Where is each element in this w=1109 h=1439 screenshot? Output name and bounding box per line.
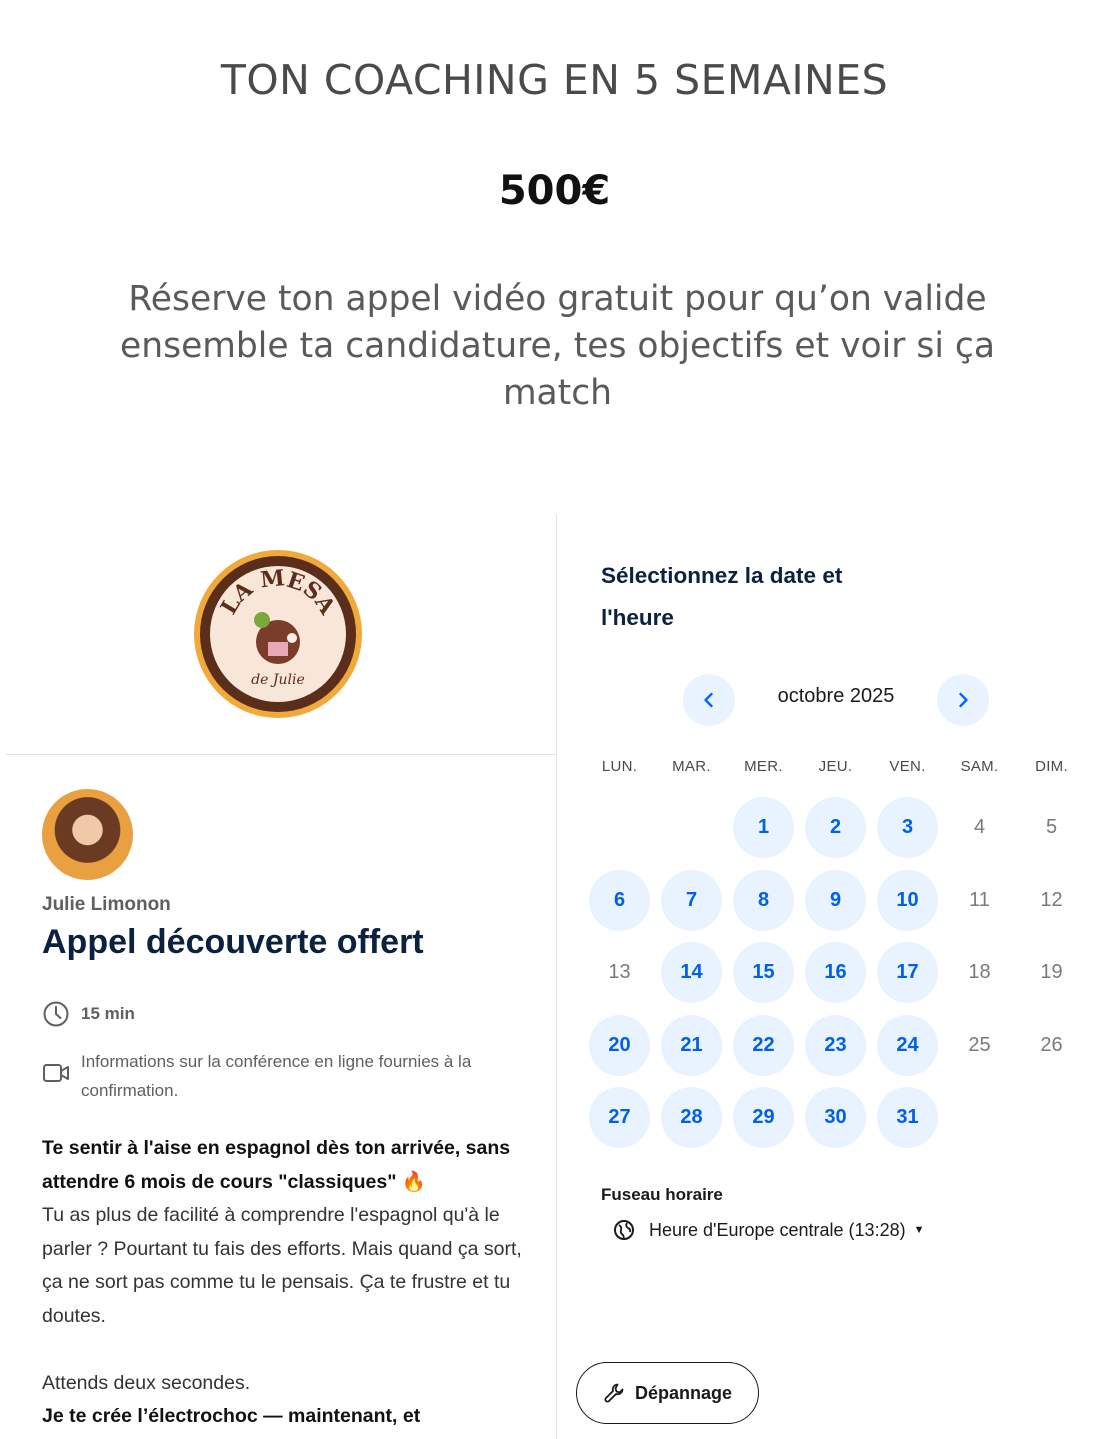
next-month-button[interactable] <box>937 674 989 726</box>
calendar-day-available[interactable]: 23 <box>805 1015 866 1076</box>
duration-label: 15 min <box>81 1004 135 1023</box>
calendar-day-available[interactable]: 20 <box>589 1015 650 1076</box>
calendar-day-available[interactable]: 6 <box>589 870 650 931</box>
calendar-day-available[interactable]: 30 <box>805 1087 866 1148</box>
brand-logo <box>194 550 362 718</box>
chevron-left-icon <box>699 690 719 710</box>
weekday-label: MER. <box>744 758 783 775</box>
calendar-day-available[interactable]: 17 <box>877 942 938 1003</box>
calendar-day-unavailable: 19 <box>1040 961 1063 983</box>
caret-down-icon: ▼ <box>913 1224 925 1236</box>
troubleshoot-label: Dépannage <box>634 1382 733 1403</box>
logo-top-text: LA MESA <box>215 565 341 620</box>
calendar-day-available[interactable]: 1 <box>733 797 794 858</box>
calendar-day-unavailable: 13 <box>608 961 631 983</box>
calendar-day-unavailable: 11 <box>969 888 990 911</box>
logo-area <box>6 515 557 755</box>
svg-text:LA MESA <box>216 565 341 620</box>
hero-description: Réserve ton appel vidéo gratuit pour qu’on valide ensemble ta candidature, tes objectifs et voir si ça match <box>120 279 995 413</box>
month-label: octobre 2025 <box>777 685 895 707</box>
calendar-day-unavailable: 4 <box>973 816 986 838</box>
event-details-panel <box>6 515 557 1439</box>
calendar-day-available[interactable]: 3 <box>877 797 938 858</box>
host-name: Julie Limonon <box>42 894 171 915</box>
calendar-day-available[interactable]: 24 <box>877 1015 938 1076</box>
conference-row <box>42 1047 511 1105</box>
calendar-day-available[interactable]: 8 <box>733 870 794 931</box>
description-paragraph: Attends deux secondes. <box>42 1371 251 1394</box>
calendar-heading: Sélectionnez la date et l'heure <box>601 563 843 630</box>
timezone-label: Fuseau horaire <box>601 1185 723 1204</box>
price-label: 500€ <box>498 168 611 214</box>
chevron-right-icon <box>953 690 973 710</box>
booking-widget <box>0 515 1109 1439</box>
troubleshoot-button[interactable] <box>576 1362 759 1424</box>
calendar-panel <box>557 515 1109 1439</box>
calendar-day-unavailable: 5 <box>1045 816 1058 838</box>
previous-month-button[interactable] <box>683 674 735 726</box>
calendar-day-unavailable: 25 <box>968 1033 991 1056</box>
weekday-label: MAR. <box>672 758 711 775</box>
description-paragraph: Tu as plus de facilité à comprendre l'espagnol qu'à le parler ? Pourtant tu fais des efforts. Mais quand ça sort, ça ne sort pas comme tu le pensais. Ça te frustre et tu doutes. <box>42 1204 522 1327</box>
calendar-day-available[interactable]: 27 <box>589 1087 650 1148</box>
description-headline: Te sentir à l'aise en espagnol dès ton arrivée, sans attendre 6 mois de cours "classiques" 🔥 <box>42 1137 511 1193</box>
event-title: Appel découverte offert <box>42 923 424 961</box>
weekday-label: JEU. <box>818 758 853 775</box>
calendar-day-available[interactable]: 10 <box>877 870 938 931</box>
event-description <box>42 1132 522 1434</box>
calendar-day-available[interactable]: 16 <box>805 942 866 1003</box>
page-title: TON COACHING EN 5 SEMAINES <box>220 56 889 104</box>
timezone-selector[interactable] <box>613 1219 924 1241</box>
calendar-day-available[interactable]: 9 <box>805 870 866 931</box>
duration-row <box>42 1000 135 1028</box>
calendar-day-available[interactable]: 28 <box>661 1087 722 1148</box>
calendar-day-available[interactable]: 15 <box>733 942 794 1003</box>
calendar-day-available[interactable]: 31 <box>877 1087 938 1148</box>
weekday-label: SAM. <box>960 758 999 775</box>
conference-info: Informations sur la conférence en ligne fournies à la confirmation. <box>81 1052 472 1100</box>
weekday-label: DIM. <box>1035 758 1068 775</box>
globe-icon <box>613 1219 635 1241</box>
weekday-label: VEN. <box>889 758 926 775</box>
calendar-day-available[interactable]: 2 <box>805 797 866 858</box>
calendar-day-available[interactable]: 14 <box>661 942 722 1003</box>
video-camera-icon <box>42 1059 70 1087</box>
calendar-day-unavailable: 26 <box>1040 1033 1063 1056</box>
calendar-day-unavailable: 18 <box>968 961 991 983</box>
calendar-day-unavailable: 12 <box>1040 888 1063 911</box>
avatar <box>42 789 133 880</box>
calendar-day-available[interactable]: 7 <box>661 870 722 931</box>
calendar-day-available[interactable]: 22 <box>733 1015 794 1076</box>
weekday-label: LUN. <box>601 758 638 775</box>
clock-icon <box>42 1000 70 1028</box>
calendar-day-available[interactable]: 21 <box>661 1015 722 1076</box>
timezone-value: Heure d'Europe centrale (13:28) <box>649 1219 906 1240</box>
description-paragraph-bold: Je te crée l’électrochoc — maintenant, et <box>42 1405 421 1427</box>
logo-bottom-text: de Julie <box>251 672 305 688</box>
wrench-icon <box>603 1382 625 1404</box>
calendar-day-available[interactable]: 29 <box>733 1087 794 1148</box>
